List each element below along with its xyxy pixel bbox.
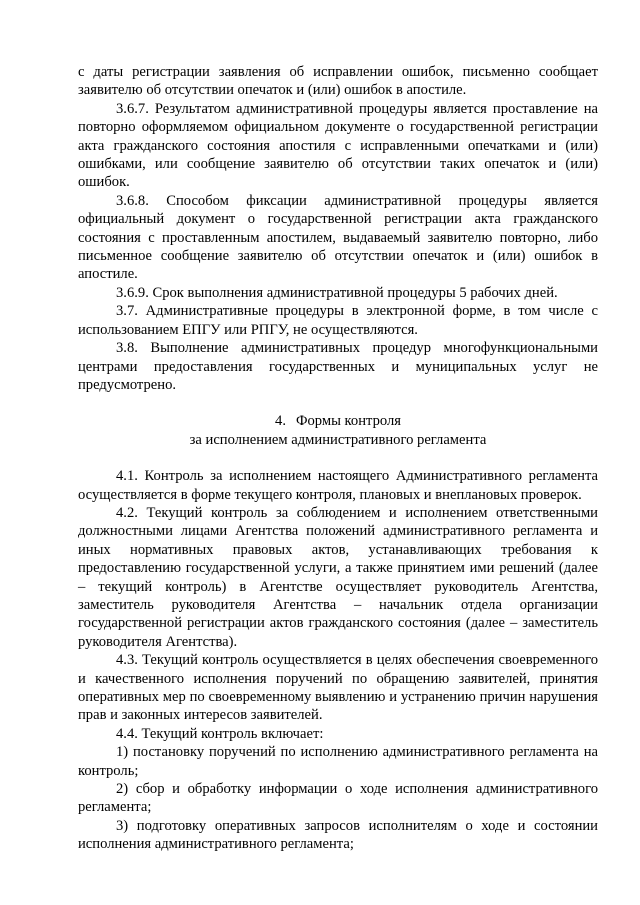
paragraph-3-8: 3.8. Выполнение административных процедур многофункциональными центрами предоставления государственных и муниципальных услуг не предусмотрено.	[78, 340, 598, 393]
paragraph-4-1: 4.1. Контроль за исполнением настоящего Административного регламента осуществляется в форме текущего контроля, плановых и внеплановых проверок.	[78, 468, 598, 503]
section-heading	[78, 412, 598, 449]
list-item-2: 2) сбор и обработку информации о ходе исполнения административного регламента;	[78, 781, 598, 816]
paragraph-4-2: 4.2. Текущий контроль за соблюдением и исполнением ответственными должностными лицами Агентства положений административного регламента и иных нормативных правовых актов, устанавливающих требования к предоставлению государственной услуги, а также принятием ими решений (далее – текущий контроль) в Агентстве осуществляет руководитель Агентства, заместитель руководителя Агентства – начальник отдела организации государственной регистрации актов гражданского состояния (далее – заместитель руководителя Агентства).	[78, 504, 598, 650]
paragraph-4-4: 4.4. Текущий контроль включает:	[116, 725, 324, 742]
paragraph-3-6-7: 3.6.7. Результатом административной процедуры является проставление на повторно оформляемом официальном документе о государственной регистрации акта гражданского состояния апостиля с исправленными опечатками и (или) ошибками, или сообщение заявителю об отсутствии таких опечаток и (или) ошибок.	[78, 100, 598, 191]
paragraph-3-6-9: 3.6.9. Срок выполнения административной процедуры 5 рабочих дней.	[116, 284, 558, 301]
section-title: Формы контроля	[295, 413, 401, 430]
paragraph-3-6-8: 3.6.8. Способом фиксации административной процедуры является официальный документ о государственной регистрации акта гражданского состояния с проставленным апостилем, выдаваемый заявителю повторно, либо письменное сообщение заявителю об отсутствии опечаток и (или) ошибок в апостиле.	[78, 192, 598, 283]
section-heading-title-line	[78, 412, 598, 430]
paragraph-3-7: 3.7. Административные процедуры в электронной форме, в том числе с использованием ЕПГУ или РПГУ, не осуществляются.	[78, 303, 598, 338]
document-page	[78, 63, 598, 854]
section-number: 4.	[275, 413, 286, 430]
paragraph-continuation: с даты регистрации заявления об исправлении ошибок, письменно сообщает заявителю об отсутствии опечаток и (или) ошибок в апостиле.	[78, 64, 598, 99]
list-item-3: 3) подготовку оперативных запросов исполнителям о ходе и состоянии исполнения административного регламента;	[78, 817, 598, 853]
section-subtitle: за исполнением административного регламента	[189, 431, 487, 448]
paragraph-4-3: 4.3. Текущий контроль осуществляется в целях обеспечения своевременного и качественного исполнения поручений по обращению заявителей, принятия оперативных мер по своевременному выявлению и устранению причин нарушения прав и законных интересов заявителей.	[78, 652, 598, 724]
list-item-1: 1) постановку поручений по исполнению административного регламента на контроль;	[78, 744, 598, 779]
